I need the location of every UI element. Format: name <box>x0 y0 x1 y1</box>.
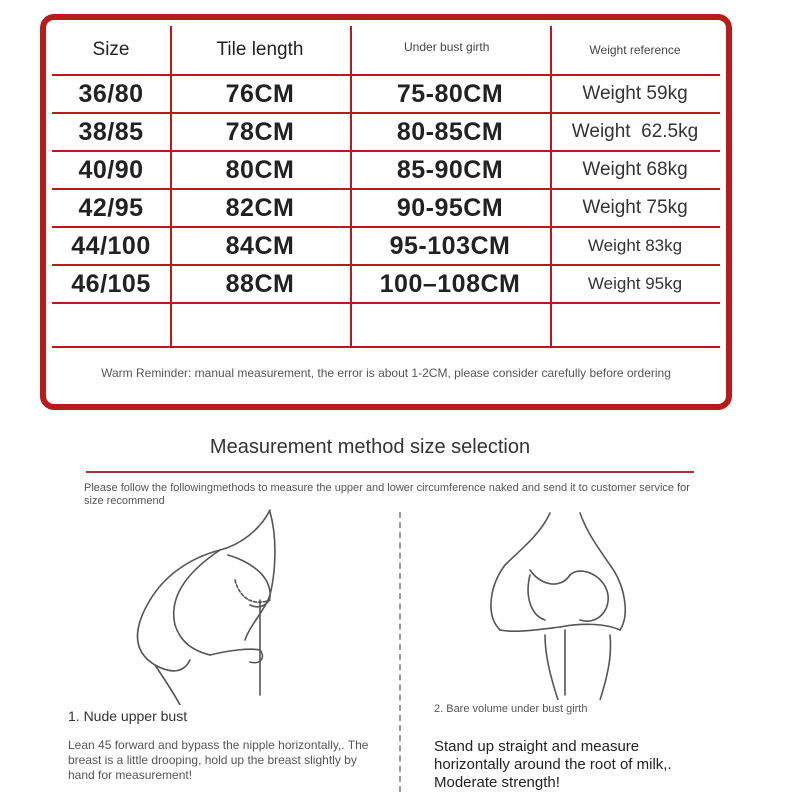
table-row <box>52 76 720 112</box>
weight-cell: Weight 59kg <box>582 83 688 104</box>
header-tile-length: Tile length <box>216 39 304 60</box>
table-row <box>52 266 720 302</box>
right-caption: 2. Bare volume under bust girth <box>434 703 588 715</box>
table-row <box>52 190 720 226</box>
instructions-text: Please follow the followingmethods to measure the upper and lower circumference naked and send it to customer service for size recommend <box>84 482 690 507</box>
warm-reminder: Warm Reminder: manual measurement, the error is about 1-2CM, please consider carefully before ordering <box>101 366 671 380</box>
left-caption: 1. Nude upper bust <box>68 708 188 724</box>
length-cell: 82CM <box>225 193 295 222</box>
underbust-cell: 95-103CM <box>389 231 511 260</box>
column-divider <box>350 26 352 346</box>
weight-cell: Weight 62.5kg <box>571 121 699 142</box>
size-cell: 40/90 <box>78 155 144 184</box>
header-under-bust-girth: Under bust girth <box>404 40 490 54</box>
length-cell: 78CM <box>225 117 295 146</box>
size-cell: 44/100 <box>71 231 151 260</box>
size-cell: 38/85 <box>78 117 144 146</box>
column-divider <box>170 26 172 346</box>
size-cell: 46/105 <box>71 269 151 298</box>
dashed-divider <box>399 512 401 792</box>
weight-cell: Weight 68kg <box>582 159 688 180</box>
underbust-cell: 75-80CM <box>396 79 504 108</box>
row-divider <box>52 150 720 152</box>
right-description: Stand up straight and measure horizontally around the root of milk,. Moderate strength! <box>434 738 672 791</box>
underbust-cell: 90-95CM <box>396 193 504 222</box>
row-divider <box>52 346 720 348</box>
size-cell: 42/95 <box>78 193 144 222</box>
size-table <box>40 14 732 410</box>
section-rule <box>86 471 694 473</box>
header-size: Size <box>92 39 130 60</box>
underbust-cell: 85-90CM <box>396 155 504 184</box>
section-title: Measurement method size selection <box>209 436 531 458</box>
length-cell: 84CM <box>225 231 295 260</box>
table-row <box>52 114 720 150</box>
table-header-row <box>52 26 720 74</box>
lean-forward-figure-illustration <box>120 500 320 705</box>
length-cell: 76CM <box>225 79 295 108</box>
length-cell: 88CM <box>225 269 295 298</box>
weight-cell: Weight 75kg <box>582 197 688 218</box>
underbust-cell: 80-85CM <box>396 117 504 146</box>
table-row <box>52 152 720 188</box>
size-grid <box>52 26 720 356</box>
weight-cell: Weight 83kg <box>587 236 683 255</box>
header-weight-reference: Weight reference <box>589 43 681 57</box>
left-description: Lean 45 forward and bypass the nipple horizontally,. The breast is a little drooping, hold up the breast slightly by hand for measurement! <box>68 738 369 782</box>
weight-cell: Weight 95kg <box>587 274 683 293</box>
row-divider <box>52 74 720 76</box>
length-cell: 80CM <box>225 155 295 184</box>
row-divider <box>52 112 720 114</box>
row-divider <box>52 264 720 266</box>
row-divider <box>52 188 720 190</box>
column-divider <box>550 26 552 346</box>
underbust-cell: 100–108CM <box>379 269 521 298</box>
row-divider <box>52 302 720 304</box>
row-divider <box>52 226 720 228</box>
table-row <box>52 228 720 264</box>
front-view-figure-illustration <box>470 505 670 700</box>
size-cell: 36/80 <box>78 79 144 108</box>
